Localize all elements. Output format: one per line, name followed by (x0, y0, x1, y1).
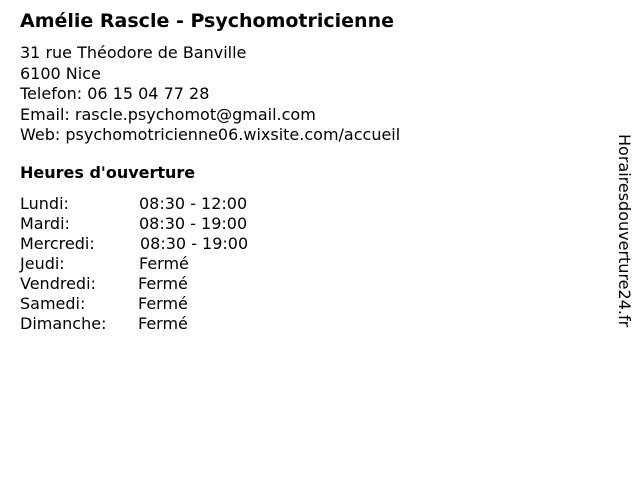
time-value: Fermé (138, 274, 188, 293)
address-street: 31 rue Théodore de Banville (20, 43, 247, 62)
day-label: Mercredi: (20, 234, 95, 253)
time-value: Fermé (138, 294, 188, 313)
day-label: Samedi: (20, 294, 86, 313)
site-watermark: Horairesdouverture24.fr (615, 134, 634, 328)
time-value: Fermé (139, 254, 189, 273)
day-label: Vendredi: (20, 274, 96, 293)
phone-number: Telefon: 06 15 04 77 28 (20, 84, 210, 103)
time-value: Fermé (138, 314, 188, 333)
watermark-container (613, 134, 633, 370)
day-label: Mardi: (20, 214, 70, 233)
opening-hours-heading: Heures d'ouverture (20, 163, 196, 182)
day-label: Lundi: (20, 194, 69, 213)
time-value: 08:30 - 12:00 (139, 194, 248, 213)
time-value: 08:30 - 19:00 (140, 234, 249, 253)
day-label: Dimanche: (20, 314, 107, 333)
contact-info (20, 43, 400, 146)
day-label: Jeudi: (20, 254, 65, 273)
time-value: 08:30 - 19:00 (139, 214, 248, 233)
address-city: 6100 Nice (20, 63, 101, 83)
website: Web: psychomotricienne06.wixsite.com/accueil (20, 125, 401, 144)
business-name: Amélie Rascle - Psychomotricienne (20, 10, 394, 32)
email-address: Email: rascle.psychomot@gmail.com (20, 104, 316, 124)
